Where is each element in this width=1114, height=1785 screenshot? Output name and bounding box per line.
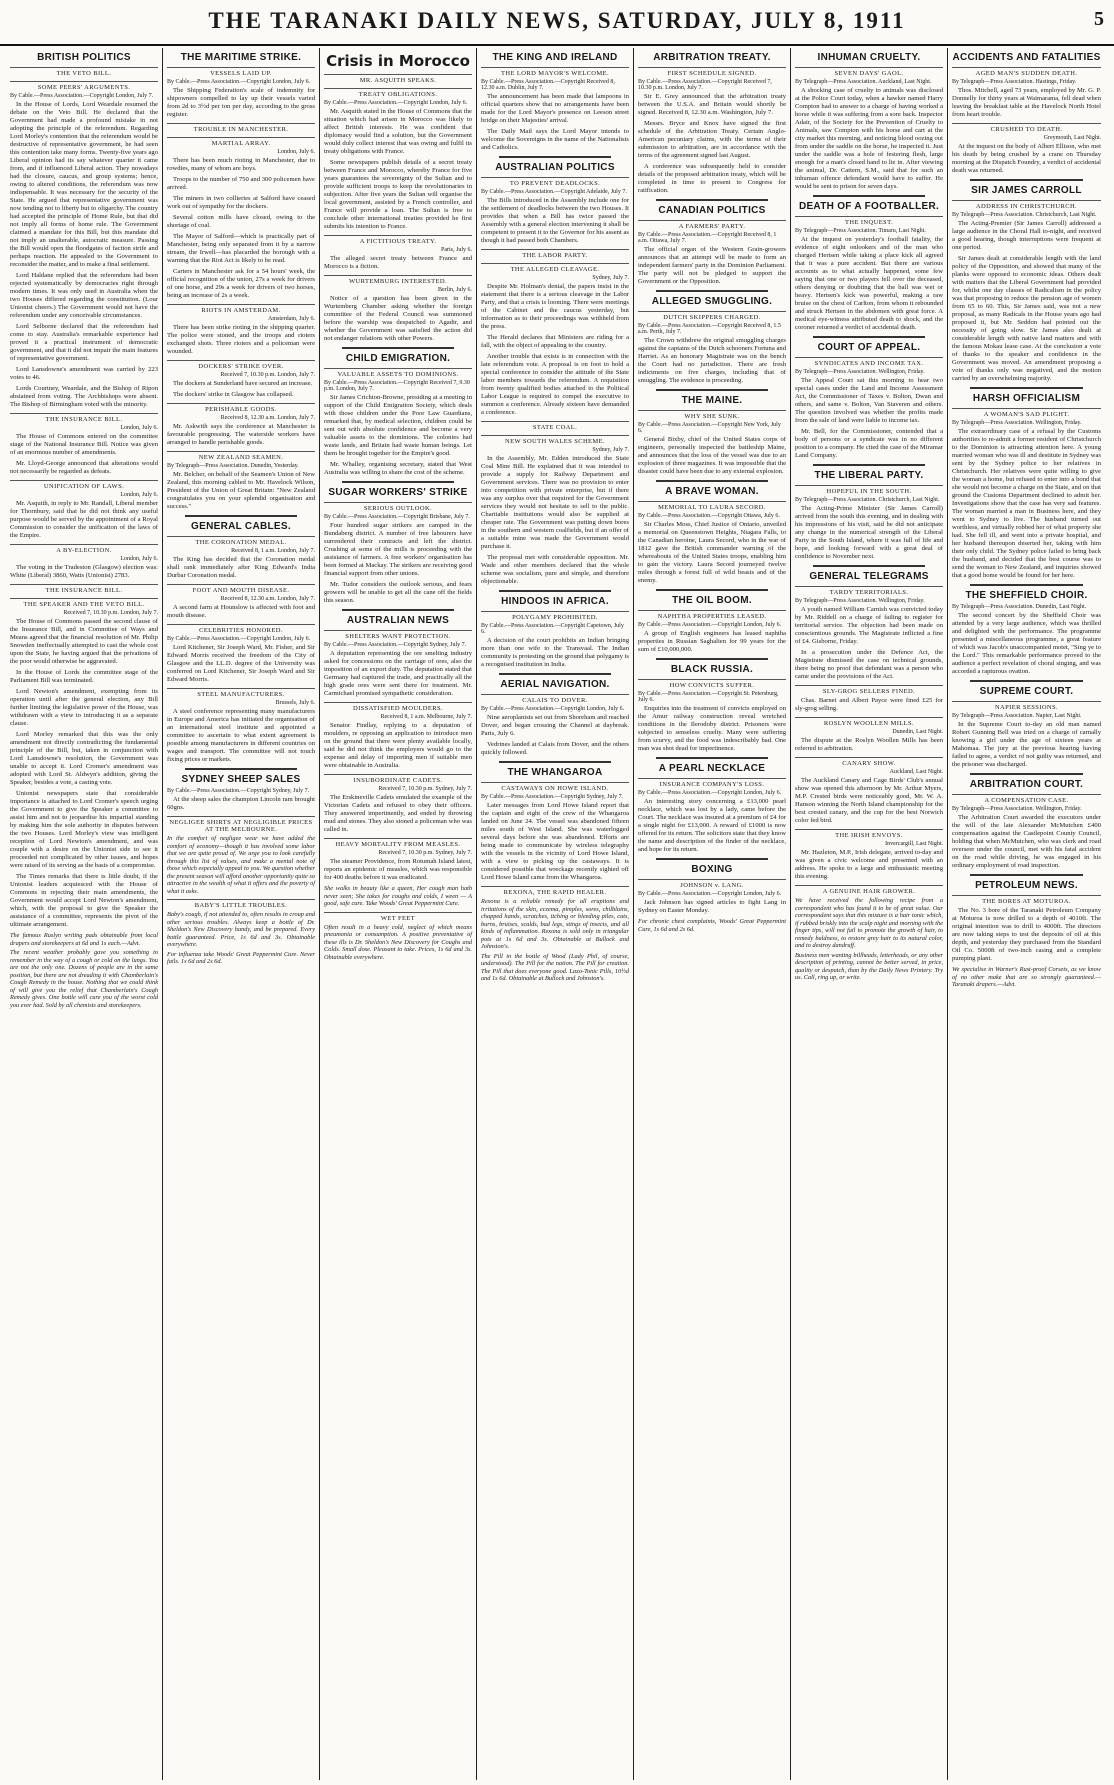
dateline: Dunedin, Last Night. <box>892 729 943 735</box>
byline: By Cable.—Press Association.—Copyright London, July 6. <box>167 636 311 642</box>
byline: By Telegraph—Press Association. Napier, Last Night. <box>952 713 1082 719</box>
subheading: THE BORES AT MOTUROA. <box>952 895 1101 905</box>
section-rule <box>656 589 768 591</box>
byline: By Telegraph—Press Association. Dunedin, Yesterday. <box>167 463 299 469</box>
subheading: CRUSHED TO DEATH. <box>952 123 1101 133</box>
article-paragraph: The King has decided that the Coronation medal shall rank immediately after King Edward's India Durbar Coronation medal. <box>167 556 315 579</box>
section-headline: ALLEGED SMUGGLING. <box>651 296 773 307</box>
subheading: SOME PEERS' ARGUMENTS. <box>10 81 158 91</box>
column-1 <box>6 48 163 1780</box>
subheading: HEAVY MORTALITY FROM MEASLES. <box>324 838 472 848</box>
byline: By Cable.—Press Association.—Copyright Received 7, 10.30 p.m. London, July 7. <box>638 79 772 91</box>
article-paragraph: Mr. Bell, for the Commissioner, contended that a body of persons or a syndicate was in no different position to a company. He cited the case of the Miramar Land Company. <box>795 428 943 459</box>
article-paragraph: In a prosecution under the Defence Act, the Magistrate dismissed the case on technical grounds, there being no proof that defendant was a person who came under the provisions of the Act. <box>795 649 943 680</box>
subheading: DOCKERS' STRIKE OVER. <box>167 360 315 370</box>
section-rule <box>499 590 611 592</box>
section-rule <box>185 768 297 770</box>
article-paragraph: The steamer Providence, from Rotumah Island latest, reports an epidemic of measles, which was responsible for 400 deaths before it was eradicated. <box>324 858 472 881</box>
subheading: THE ALLEGED CLEAVAGE. <box>481 263 629 273</box>
advertisement: For influenza take Woods' Great Peppermint Cure. Never fails. 1s 6d and 2s 6d. <box>167 950 315 965</box>
article-paragraph: The Auckland Canary and Cage Birds' Club's annual show was opened this afternoon by Mr. Arthur Myers, M.P. Crested birds were noticeably good, Mr. W. A. Hanson winning the North Island championship for the best crested canary, and the cup for the best Norwich color fed bird. <box>795 777 943 824</box>
subheading: INSURANCE COMPANY'S LOSS. <box>638 778 786 788</box>
section-rule <box>656 757 768 759</box>
advertisement: Business men wanting billheads, letterheads, or any other description of printing, cannot be better served, in price, quality or despatch, than by the Daily News Printery. Try us. Call, ring up, or write. <box>795 951 943 981</box>
section-rule <box>970 874 1083 876</box>
article-paragraph: There has been strike rioting in the shipping quarter. The police were stoned, and the troops and rioters exchanged shots. Three rioters and a policeman were wounded. <box>167 324 315 355</box>
article-paragraph: The dockers at Sunderland have secured an increase. <box>173 380 313 387</box>
article-paragraph: Four hundred sugar strikers are camped in the Bundaberg district. A number of free labourers have surrendered their contracts and left the district. Crushing at some of the mills is proceeding with the assistance of farmers. A free workers' organisation has been formed at Mackay. The strikers are receiving good financial support from other unions. <box>324 522 472 577</box>
advertisement: She walks in beauty like a queen, Her cough man hath never seen; She takes for coughs and colds, I ween — A good, safe cure. Take Woods' Great Peppermint Cure. <box>324 885 472 907</box>
section-headline: ACCIDENTS AND FATALITIES <box>952 52 1101 63</box>
subheading: NAPIER SESSIONS. <box>952 701 1101 711</box>
article-paragraph: In the House of Lords, Lord Weardale resumed the debate on the Veto Bill. He declared that the Government had made a profound mistake in not adopting the principle of the referendum. Regarding Lord Morley's contention that the referendum would be destructive of representative government, he had seen this contention take many forms. Twenty-five years ago Liberal opinion had its say whatever quarter it came from, and if influenced Liberal action. They nowadays had the closure, caucus, and group systems; hence, owing to altered conditions, the referendum was now indispensable. It was necessary for the security of the State. He argued that representative government was now tending not to liberty but to oligarchy. The country had accepted the principle of Home Rule, but that did not imply all forms of home rule. The Government claimed a mandate for this Bill, but this mandate did not imply an unalterable, autocratic measure. Passing the Bill would open the floodgates of faction strife and perhaps reaction. He appealed to the Government to reconsider the matter, and to make a final settlement. <box>10 101 158 268</box>
advertisement: The famous Ruslyn writing pads obtainable from local drapers and storekeepers at 6d and 1s each.—Advt. <box>10 932 158 947</box>
subheading: A FICTITIOUS TREATY. <box>324 235 472 245</box>
article-paragraph: Mr. Lloyd-George announced that alterations would not necessarily be regarded as defeats. <box>10 460 158 475</box>
article-paragraph: The Crown withdrew the original smuggling charges against the captains of the Dutch schooners Fortuna and Harriet. As an honorary Magistrate was on the bench the Court had no jurisdiction. There are fresh indictments on five charges, including that of smuggling. The evidence is proceeding. <box>638 337 786 384</box>
dateline: Received 7, 10.30 p.m. London, July 7. <box>63 610 158 616</box>
article-paragraph: Nine aeroplanists set out from Shoreham and reached Dover, and began crossing the Channel at daybreak. Paris, July 6. <box>481 714 629 737</box>
section-headline: THE LIBERAL PARTY. <box>814 470 924 481</box>
section-headline: SIR JAMES CARROLL <box>971 185 1082 196</box>
byline: By Cable.—Press Association.—Copyright London, July 6. <box>324 100 468 106</box>
subheading: A FARMERS' PARTY. <box>638 220 786 230</box>
dateline: Received 7, 10.30 p.m. Sydney, July 7. <box>378 850 472 856</box>
article-paragraph: At the inquest on yesterday's football fatality, the evidence of eight onlookers and of the man who charged Hertsen while taking a place kick all agreed that it was a pure accident. But there are various accounts as to what actually happened, some few saying that one or two players fell over the deceased, others denying or doubting that the ball was wet or heavy. Hertsen's kick was powerful, making a raw bruise on the chest of Carlton, from whom it rebounded and struck Hertsen in the abdomen with great force. A medical eye-witness attributed death to shock, and the coroner returned a verdict of accidental death. <box>795 236 943 331</box>
article-paragraph: General Bixby, chief of the United States corps of engineers, personally inspected the battleship Maine, and announces that the loss of the vessel was due to an explosion of three magazines. It was impossible that the disaster could have been due to any external explosion. <box>638 436 786 475</box>
article-paragraph: The Herald declares that Ministers are riding for a fall, with the object of appealing to the country. <box>481 334 629 349</box>
masthead <box>0 0 1114 46</box>
subheading: MARTIAL ARRAY. <box>167 137 315 147</box>
section-headline: SUPREME COURT. <box>979 686 1074 697</box>
article-paragraph: The Shipping Federation's scale of indemnity for shipowners compelled to lay up their vessels varied from 2d to 3½d per ton per day, according to the gross register. <box>167 87 315 118</box>
subheading: TREATY OBLIGATIONS. <box>324 88 472 98</box>
byline: By Cable.—Press Association.—Copyright London, July 7. <box>10 93 154 99</box>
article-paragraph: The miners in two collieries at Salford have ceased work out of sympathy for the dockers. <box>167 195 315 210</box>
article-paragraph: Sir James dealt at considerable length with the land policy of the Opposition, and showed that many of the planks were opposed to economic ideas. Others dealt with matters that the Liberal Government had provided for, whilst one day classes of Radicalism in the policy was that proposing to reduce the pension age of women from 65 to 60. This, Sir James said, was not a new proposal, as many Radicals in the House years ago had proposed it, but Mr. Seddon had pointed out the necessity of going slow. Sir James also dealt at considerable length with native land matters and with the famous Mokau lease case. At the conclusion a vote of thanks to the speaker and confidence in the Government was moved. An amendment proposing a vote of thanks only was negatived, and the motion carried by an overwhelming majority. <box>952 255 1101 382</box>
subheading: A GENUINE HAIR GROWER. <box>795 885 943 895</box>
article-paragraph: The second concert by the Sheffield Choir was attended by a very large audience, which was thrilled and delighted with the performance. The programme presented a miscellaneous programme, a great feature of which was Jacob's unaccompanied motet, "Sing ye to the Lord." This remarkable performance proved to the audience a perfect revelation of choral singing, and was accorded a rapturous ovation. <box>952 612 1101 675</box>
byline: By Cable.—Press Association.—Copyright Ottawa, July 6. <box>638 513 780 519</box>
page-number: 5 <box>1094 8 1104 30</box>
article-paragraph: There has been much rioting in Manchester, due to rowdies, many of whom are boys. <box>167 157 315 172</box>
subheading: CALAIS TO DOVER. <box>481 694 629 704</box>
byline: By Cable.—Press Association.—Copyright London, July 6. <box>638 891 782 897</box>
article-paragraph: Lord Newton's amendment, exempting from its operation until after the general election, any Bill further limiting the legislative power of the House, was withdrawn with a view to introducing it as a separate clause. <box>10 688 158 727</box>
dateline: Invercargill, Last Night. <box>885 841 943 847</box>
byline: By Cable.—Press Association.—Copyright Received 8, 1.5 a.m. Perth, July 7. <box>638 323 781 335</box>
article-paragraph: Notice of a question has been given in the Wurtemberg Chamber asking whether the foreign committee of the Federal Council was summoned before the warship was despatched to Agadir, and whether the Government was satisfied the action did not endanger relations with other Powers. <box>324 295 472 342</box>
advertisement: Rexona is a reliable remedy for all eruptions and irritations of the skin, eczema, pimples, sores, chilblains, chapped hands, scratches, itching or bleeding piles, cuts, burns, bruises, scalds, bad legs, stings of insects, and all kinds of inflammation. Rexona is sold only in triangular pots at 1s 6d and 3s. Obtainable at Bullock and Johnston's. <box>481 898 629 950</box>
subheading: TROUBLE IN MANCHESTER. <box>167 123 315 133</box>
column-7 <box>948 48 1105 1780</box>
dateline: Received 7, 10.30 p.m. Sydney, July 7. <box>378 786 472 792</box>
article-paragraph: Lord Kitchener, Sir Joseph Ward, Mr. Fisher, and Sir Edward Morris received the freedom of the City of Glasgow and the LL.D. degree of the University was conferred on Lord Kitchener, Sir Joseph Ward and Sir Edward Morris. <box>167 644 315 683</box>
subheading: WURTEMBURG INTERESTED. <box>324 275 472 285</box>
section-headline: CHILD EMIGRATION. <box>345 353 451 364</box>
section-headline: COURT OF APPEAL. <box>817 342 921 353</box>
article-paragraph: The extraordinary case of a refusal by the Customs authorities to re-admit a former resident of Christchurch to the Dominion is attracting attention here. A young married woman who was ill and destitute in Sydney was sent by the Sydney police to her relatives in Christchurch. Her relatives were quite willing to give the woman a home, but refused to enter into a bond that she would not become a charge on the State, and on that ground the Customs Department declined to admit her. Investigations show that the case has very sad features. The woman married a man in Business here, and they went to Sydney to live. The husband turned out worthless, and virtually robbed her of what property she had. She fell ill, and went into a private hospital, and her husband thereupon deserted her, taking with him their only child. The Sydney police failed to bring back the husband, and decided that the best course was to send the woman to New Zealand, and inquiries showed that a good home would be found for her here. <box>952 428 1101 579</box>
article-paragraph: Lords Courtney, Weardale, and the Bishop of Ripon abstained from voting. The Archbishops were absent. The Bishop of Birmingham voted with the minority. <box>10 385 158 408</box>
newspaper-title: THE TARANAKI DAILY NEWS, SATURDAY, JULY 8, 1911 <box>208 8 906 33</box>
section-headline: HARSH OFFICIALISM <box>972 393 1081 404</box>
article-paragraph: Senator Findlay, replying to a deputation of moulders, re opposing an application to introduce men on the ground that there were plenty available locally, said he did not think the employers would go to the expense and delay of importing men if suitable men were obtainable in Australia. <box>324 722 472 769</box>
byline: By Cable.—Press Association.—Copyright London, July 6. <box>481 706 625 712</box>
article-paragraph: The alleged secret treaty between France and Morocco is a fiction. <box>324 255 472 270</box>
subheading: UNIFICATION OF LAWS. <box>10 480 158 490</box>
section-headline: Crisis in Morocco <box>326 52 470 70</box>
section-rule <box>656 290 768 292</box>
section-headline: AERIAL NAVIGATION. <box>500 679 610 690</box>
byline: By Cable.—Press Association.—Copyright Brisbane, July 7. <box>324 514 470 520</box>
section-headline: HINDOOS IN AFRICA. <box>501 596 609 607</box>
section-rule <box>656 658 768 660</box>
article-paragraph: Mr. Whalley, organising secretary, stated that West Australia was willing to share the cost of the scheme. <box>324 461 472 476</box>
subheading: SHELTERS WANT PROTECTION. <box>324 630 472 640</box>
article-paragraph: Sir Charles Moss, Chief Justice of Ontario, unveiled a memorial on Queenstown Heights, Niagara Falls, to the Canadian heroine, Laura Secord, who in the war of 1812 gave the British commander warning of the whereabouts of the United States troops, enabling him to gain the victory. Laura Secord journeyed twelve miles through a forest full of wild beasts and of the enemy. <box>638 521 786 584</box>
article-paragraph: At the sheep sales the champion Lincoln ram brought 60gns. <box>167 796 315 811</box>
article-paragraph: Thos. Mitchell, aged 73 years, employed by Mr. G. P. Donnelly for thirty years at Waimarama, fell dead when leaving the breakfast table at the Havelock North Hotel from heart trouble. <box>952 87 1101 118</box>
dateline: Received 8, 12.30 a.m. London, July 7. <box>220 415 315 421</box>
section-headline: SYDNEY SHEEP SALES <box>181 774 301 785</box>
byline: By Cable.—Press Association.—Copyright Sydney, July 7. <box>167 788 310 794</box>
article-paragraph: In the Supreme Court to-day an old man named Robert Gunning Bell was tried on a charge of carnally knowing a girl under the age of sixteen years at Mahomaa. The jury at the previous hearing having failed to agree, a verdict of not guilty was returned, and the prisoner was discharged. <box>952 721 1101 768</box>
section-headline: DEATH OF A FOOTBALLER. <box>798 201 940 212</box>
dateline: Sydney, July 7. <box>592 447 629 453</box>
section-headline: A PEARL NECKLACE <box>658 763 766 774</box>
article-paragraph: A conference was subsequently held to consider details of the proposed arbitration treaty, which will be completed in time to present to Congress for ratification. <box>638 163 786 194</box>
section-rule <box>813 336 925 338</box>
section-headline: AUSTRALIAN POLITICS <box>495 162 615 173</box>
section-headline: ARBITRATION TREATY. <box>653 52 771 63</box>
subheading: THE INQUEST. <box>795 216 943 226</box>
subheading: THE VETO BILL. <box>10 67 158 77</box>
subheading: NAPHTHA PROPERTIES LEASED. <box>638 610 786 620</box>
article-paragraph: Enquiries into the treatment of convicts employed on the Amur railway construction reveal wretched conditions in the Ilerodoby district. Prisoners were subjected to senseless cruelty. Many were suffering from scurvy, and the food was indescribably bad. One man was shot dead for impertinence. <box>638 705 786 752</box>
section-rule <box>499 156 611 158</box>
advertisement: The Pill in the bottle of Wood (Lady Phil, of course, understood). The Pill for the nation. The Pill for creation. The Pill that does everyone good. Laxo-Tonic Pills, 10½d and 1s 6d. Obtainable at Bullock and Johnston's. <box>481 952 629 982</box>
dateline: Amsterdam, July 6. <box>268 316 315 322</box>
subheading: SYNDICATES AND INCOME TAX. <box>795 357 943 367</box>
dateline: Sydney, July 7. <box>592 275 629 281</box>
section-headline: GENERAL CABLES. <box>191 521 291 532</box>
article-paragraph: Mr. Askwith says the conference at Manchester is favourable progressing. The waterside workers have arranged to handle perishable goods. <box>167 423 315 446</box>
advertisement: In the comfort of negligee wear we have added the comfort of economy—though it has involved some labor that we are quite proud of. We urge you to look carefully through this list of values, and make a mental note of those which especially appeal to you. We question whether the present season will afford another opportunity quite so attractive in the wealth of what it offers and the poverty of what it asks. <box>167 835 315 895</box>
article-paragraph: Mr. Hazleton, M.P., Irish delegate, arrived to-day and was given a civic welcome and presented with an address. He spoke to a large and enthusiastic meeting this evening. <box>795 849 943 880</box>
section-rule <box>656 858 768 860</box>
byline: By Telegraph—Press Association. Auckland, Last Night. <box>795 79 932 85</box>
subheading: THE CORONATION MEDAL. <box>167 536 315 546</box>
subheading: THE LORD MAYOR'S WELCOME. <box>481 67 629 77</box>
column-2 <box>163 48 320 1780</box>
subheading: RIOTS IN AMSTERDAM. <box>167 304 315 314</box>
byline: By Cable.—Press Association.—Copyright Received 7, 9.30 p.m. London, July 7. <box>324 380 470 392</box>
byline: By Cable.—Press Association.—Copyright London, July 6. <box>167 79 311 85</box>
dateline: London, July 6. <box>120 556 158 562</box>
subheading: HOPEFUL IN THE SOUTH. <box>795 485 943 495</box>
section-headline: THE OIL BOOM. <box>672 595 752 606</box>
dateline: Auckland, Last Night. <box>889 769 943 775</box>
byline: By Cable.—Press Association.—Copyright Received 8, 12.30 a.m. Dublin, July 7. <box>481 79 615 91</box>
article-paragraph: A shocking case of cruelty to animals was disclosed at the Police Court today, when a hawker named Harry Compton had to answer to a charge of having worked a horse while it was suffering from a sore back. Inspector Adair, of the Society for the Prevention of Cruelty to Animals, saw Compton with his horse and cart at the city market this morning, and noticing blood oozing out from under the saddle on the horse, he inspected it. Just under the saddle was a hole of festering flesh, large enough for a man's closed hand to lie in. After viewing the animal, Dr. Cattern, S.M., said that for such an inhuman offence defendant would have to suffer. He would be sent to prison for seven days. <box>795 87 943 190</box>
dateline: Greymouth, Last Night. <box>1043 135 1101 141</box>
section-headline: THE MARITIME STRIKE. <box>180 52 302 63</box>
section-headline: GENERAL TELEGRAMS <box>809 571 929 582</box>
byline: By Cable.—Press Association.—Copyright New York, July 6. <box>638 422 781 434</box>
subheading: A BY-ELECTION. <box>10 544 158 554</box>
article-paragraph: The No. 3 bore of the Taranaki Petroleum Company at Moturoa is now drilled to a depth of 4010ft. The original intention was to drill to 4000ft. The directors are now taking steps to test the deposits of oil at this depth, and yesterday they purchased from the Standard Oil Co. 5000ft of two-inch casing and a complete pumping plant. <box>952 907 1101 962</box>
section-rule <box>970 584 1083 586</box>
subheading: WET FEET <box>324 912 472 922</box>
section-headline: SUGAR WORKERS' STRIKE <box>328 487 468 498</box>
section-headline: BLACK RUSSIA. <box>670 664 754 675</box>
subheading: THE INSURANCE BILL. <box>10 413 158 423</box>
section-rule <box>342 481 454 483</box>
article-paragraph: A steel conference representing many manufacturers in Europe and America has initiated the organisation of an international steel institute and appointed a committee to ascertain to what extent agreement is possible among manufacturers in different countries on wages and transport. The committee will not touch fixing prices or markets. <box>167 708 315 763</box>
section-rule <box>499 761 611 763</box>
section-headline: THE WHANGAROA <box>507 767 603 778</box>
subheading: BABY'S LITTLE TROUBLES. <box>167 899 315 909</box>
article-paragraph: A decision of the court prohibits an Indian bringing more than one wife to the Transvaal. The Indian community is protesting on the ground that polygamy is a recognised institution in India. <box>481 637 629 668</box>
section-rule <box>656 389 768 391</box>
subheading: THE IRISH ENVOYS. <box>795 829 943 839</box>
article-paragraph: Messrs. Bryce and Knox have signed the first schedule of the Arbitration Treaty. Certain Anglo-American pecuniary claims, with the terms of their submission to arbitration, are in accordance with the terms of the agreement signed last August. <box>638 120 786 159</box>
article-paragraph: Vedrines landed at Calais from Dover, and the others quickly followed. <box>481 741 629 756</box>
dateline: Berlin, July 6. <box>438 287 472 293</box>
subheading: MR. ASQUITH SPEAKS. <box>324 74 472 84</box>
section-rule <box>813 195 925 197</box>
subheading: FIRST SCHEDULE SIGNED. <box>638 67 786 77</box>
column-5 <box>634 48 791 1780</box>
section-headline: BOXING <box>691 864 733 875</box>
article-paragraph: Another trouble that exists is in connection with the late referendum vote. A proposal is on foot to hold a special conference to consider the attitude of the State labor members towards the referendum. A requisition from twenty qualified bodies attached to the Political Labor League is required to compel the executive to summon a conference. Already sixteen have demanded a conference. <box>481 353 629 416</box>
subheading: AGED MAN'S SUDDEN DEATH. <box>952 67 1101 77</box>
byline: By Telegraph—Press Association. Wellington, Friday. <box>795 369 925 375</box>
subheading: MEMORIAL TO LAURA SECORD. <box>638 501 786 511</box>
article-paragraph: Some newspapers publish details of a secret treaty between France and Morocco, whereby France for five years guarantees the sovereignty of the Sultan and to provide sufficient troops to keep the revolutionaries in subjection. After five years the Sultan will organise the local government, assisted by a French controller, and France will provide a loan. The Sultan is free to conclude other international treaties provided he first submits his intention to France. <box>324 159 472 230</box>
subheading: STEEL MANUFACTURERS. <box>167 688 315 698</box>
subheading: THE LABOR PARTY. <box>481 249 629 259</box>
subheading: FOOT AND MOUTH DISEASE. <box>167 584 315 594</box>
article-paragraph: In the House of Lords the committee stage of the Parliament Bill was terminated. <box>10 669 158 684</box>
article-paragraph: Jack Johnson has signed articles to fight Lang in Sydney on Easter Monday. <box>638 899 786 914</box>
article-paragraph: The Times remarks that there is little doubt, if the Unionist leaders acquiesced with the House of Commons in rejecting their main amendments, the Government would accept Lord Newton's amendment, which, with the proposal to give the Speaker the assistance of a committee, represents the pivot of the ultimate arrangement. <box>10 873 158 928</box>
dateline: Received 7, 10.30 p.m. London, July 7. <box>220 372 315 378</box>
advertisement: For chronic chest complaints, Woods' Great Peppermint Cure, 1s 6d and 2s 6d. <box>638 918 786 933</box>
article-paragraph: Lord Haldane replied that the referendum had been rejected systematically by democracies right through modern times. It was only used in Australia when the two Houses differed regarding the constitution. (Lour Unionist cheers.) The Government would not have the referendum under any conceivable circumstances. <box>10 272 158 319</box>
article-paragraph: The dockers' strike in Glasgow has collapsed. <box>173 391 294 398</box>
byline: By Telegraph—Press Association. Timaru, Last Night. <box>795 228 926 234</box>
article-paragraph: The Bills introduced in the Assembly include one for the settlement of deadlocks between the two Houses. It provides that when a Bill has twice passed the Assembly with a general election intervening it shall be competent to present it to the Governor for his assent as though it had passed both Chambers. <box>481 197 629 244</box>
article-paragraph: An interesting story concerning a £13,000 pearl necklace, which was lost by a lady, came before the Court. The necklace was insured at a premium of £4 for a single night for £13,000. A reward of £1000 is now offered for its return. The solicitors state that they know the name and description of the finder of the necklace, and hope for its return. <box>638 798 786 853</box>
dateline: Received 8, 1 a.m. London, July 7. <box>231 548 315 554</box>
article-paragraph: Sir E. Grey announced that the arbitration treaty between the U.S.A. and Britain would shortly be signed. Received 8, 12.30 a.m. Washington, July 7. <box>638 93 786 116</box>
section-rule <box>185 515 297 517</box>
article-paragraph: Several cotton mills have closed, owing to the shortage of coal. <box>167 214 315 229</box>
byline: By Telegraph—Press Association. Christchurch, Last Night. <box>952 212 1097 218</box>
article-paragraph: The Mayor of Salford—which is practically part of Manchester, being only separated from it by a narrow stream, the Irwell—has placarded the borough with a warning that the Riot Act is likely to be read. <box>167 233 315 264</box>
column-6 <box>791 48 948 1780</box>
article-paragraph: Lord Morley remarked that this was the only amendment not directly contradicting the fundamental principle of the Bill, but, taken in conjunction with Lord Lansdowne's resolution, the Government was unable to accept it. Lord Cromer's amendment was adopted with Lord St. Aldwyn's addition, giving the Speaker, besides a vote, a casting vote. <box>10 731 158 786</box>
newspaper-columns <box>6 48 1108 1780</box>
subheading: INSUBORDINATE CADETS. <box>324 774 472 784</box>
article-paragraph: The announcement has been made that lampoons in official quarters show that no arrangements have been made for the Lord Mayor's presence on Leeson street bridge on their Majesties' arrival. <box>481 93 629 124</box>
dateline: Received 8, 1 a.m. Melbourne, July 7. <box>380 714 472 720</box>
article-paragraph: Lord Lansdowne's amendment was carried by 223 votes to 46. <box>10 366 158 381</box>
advertisement: The recent weather probably gave you something to remember in the way of a cough or cold on the lungs. You are not the only one. Dozens of people are in the same position, but there are not dreading it with Chamberlain's Cough Remedy in the house. Nothing that we could think of will give you the relief that Chamberlain's Cough Remedy gives. One bottle will cure you of the worst cold you ever had. Sold by all chemists and storekeepers. <box>10 949 158 1009</box>
dateline: London, July 6. <box>277 149 315 155</box>
byline: By Telegraph—Press Association. Christchurch, Last Night. <box>795 497 940 503</box>
column-3 <box>320 48 477 1780</box>
article-paragraph: The Appeal Court sat this morning to hear two special cases under the Land and Income Assessment Act, the Commissioner of Taxes v. Bolton, Dwan and others, and same v. Bolton, Van Staveren and others. The question involved was whether the profits made from the sale of land were liable to income tax. <box>795 377 943 424</box>
article-paragraph: Later messages from Lord Howe Island report that the captain and eight of the crew of the Whangaroa landed on June 24. The vessel was abandoned fifteen miles south of West Island. She was waterlogged several days before she was abandoned. Efforts are being made to communicate by wireless telegraphy with the vessels in the vicinity of Lord Howe Island, with a view to picking up the castaways. It is considered possible that wreckage recently sighted off Lord Howe Island came from the Whangaroa. <box>481 802 629 881</box>
article-paragraph: Sir James Crichton-Browne, presiding at a meeting in support of the Child Emigration Society, which deals with those children under the Poor Law Guardians, remarked that, by medical selection, children could be sent out with absolute confidence and become a very valuable assets to the dominions. The colonies had waste lands, and Britain had waste human beings. Let them be brought together for the Empire's good. <box>324 394 472 457</box>
subheading: THE INSURANCE BILL. <box>10 584 158 594</box>
subheading: TARDY TERRITORIALS. <box>795 586 943 596</box>
byline: By Telegraph—Press Association. Wellington, Friday. <box>952 420 1082 426</box>
article-paragraph: A deputation representing the ore smelting industry asked for concessions on the carriage of ores, also the imposition of an export duty. The deputation stated that Germany had captured the trade, and practically all the high grade ores were sent there for treatment. Mr. Carmichael promised sympathetic consideration. <box>324 650 472 697</box>
article-paragraph: In the Assembly, Mr. Edden introduced the State Coal Mine Bill. He explained that it was intended to provide a supply for Railway Department and Government services. There was no provision to enter into competition with private enterprise, but if there was any surplus over that required for the Government services they would not hesitate to sell to the public. Charitable institutions would also be supplied at cheaper rate. The Government was putting down bores in the southern and western coalfields, but if an offer of a suitable mine was made the Government would purchase it. <box>481 455 629 550</box>
subheading: VALUABLE ASSETS TO DOMINIONS. <box>324 368 472 378</box>
dateline: Received 8, 12.30 a.m. London, July 7. <box>220 596 315 602</box>
section-rule <box>970 387 1083 389</box>
dateline: Paris, July 6. <box>440 247 472 253</box>
byline: By Cable.—Press Association.—Copyright London, July 6. <box>638 622 782 628</box>
article-paragraph: The official organ of the Western Grain-growers announces that an attempt will be made to form an independent farmers' party in the Dominion Parliament. The party will not be pledged to support the Government or the Opposition. <box>638 246 786 285</box>
subheading: SEVEN DAYS' GAOL. <box>795 67 943 77</box>
subheading: NEW SOUTH WALES SCHEME. <box>481 435 629 445</box>
byline: By Cable.—Press Association.—Copyright Received 8, 1 a.m. Ottawa, July 7. <box>638 232 777 244</box>
section-headline: PETROLEUM NEWS. <box>975 880 1078 891</box>
section-rule <box>813 565 925 567</box>
advertisement: We specialise in Warner's Rust-proof Corsets, as we know of no other make that are so strongly guaranteed.—Taranaki drapers.—Advt. <box>952 966 1101 988</box>
article-paragraph: Unionist newspapers state that considerable importance is attached to Lord Cromer's speech urging the Government to give the Speaker a committee to assist him and not to jeopardise his impartial standing by making him the sole authority in disputes between the two Houses. Lord Morley's view was intelligent reception of Lord Newton's amendment, and was couple with a desire on the Unionist side to see it proceeded not complicated by other issues, and hopes were raised of its serving as the basis of a compromise. <box>10 790 158 869</box>
subheading: CELEBRITIES HONORED. <box>167 624 315 634</box>
article-paragraph: Mr. Belcher, on behalf of the Seamen's Union of New Zealand, this morning cabled to Mr. Havelock Wilson, President of the Union of Great Britain: "New Zealand congratulates you on your splendid organisation and success." <box>167 471 315 510</box>
article-paragraph: Lord Selborne declared that the referendum had come to stay. Australia's remarkable experience had proved it a practical instrument of democratic government, and that it did not impair the main features of representative government. <box>10 323 158 362</box>
subheading: THE SPEAKER AND THE VETO BILL. <box>10 598 158 608</box>
article-paragraph: Carters in Manchester ask for a 54 hours' week, the official recognition of the union, 27s a week for drivers of one horse, and 29s a week for drivers of two horses, being an increase of 2s a week. <box>167 268 315 299</box>
article-paragraph: The voting in the Tradeston (Glasgow) election was: White (Liberal) 3860, Watts (Unionist) 2783. <box>10 564 158 579</box>
subheading: NEW ZEALAND SEAMEN. <box>167 451 315 461</box>
article-paragraph: The Daily Mail says the Lord Mayor intends to welcome the Sovereigns in the name of the Nationalists and Catholics. <box>481 128 629 151</box>
section-rule <box>342 609 454 611</box>
section-rule <box>499 673 611 675</box>
article-paragraph: The House of Commons entered on the committee stage of the National Insurance Bill. Notice was given of an enormous number of amendments. <box>10 433 158 456</box>
article-paragraph: The Acting-Prime Minister (Sir James Carroll) arrived from the south this evening, and in dealing with his impressions of his visit, said he did not anticipate any change in the numerical strength of the Liberal Party in the South Island, where it was full of life and hope, and looking forward with a great deal of confidence to November next. <box>795 505 943 560</box>
section-headline: THE KING AND IRELAND <box>492 52 618 63</box>
dateline: London, July 6. <box>120 492 158 498</box>
article-paragraph: Chas. Barnet and Albert Payce were fined £25 for sly-grog selling. <box>795 697 943 712</box>
subheading: A COMPENSATION CASE. <box>952 794 1101 804</box>
subheading: PERISHABLE GOODS. <box>167 403 315 413</box>
byline: By Cable.—Press Association.—Copyright Adelaide, July 7. <box>481 189 627 195</box>
article-paragraph: Despite Mr. Holman's denial, the papers insist in the statement that there is a serious cleavage in the Labor Party, and that a crisis is looming. There were meetings of the Cabinet and the caucus yesterday, but information as to their proceedings was withheld from the press. <box>481 283 629 330</box>
article-paragraph: The dispute at the Roslyn Woollen Mills has been referred to arbitration. <box>795 737 943 752</box>
article-paragraph: A second farm at Hounslow is affected with foot and mouth disease. <box>167 604 315 619</box>
article-paragraph: The Erskineville Cadets emulated the example of the Victorian Cadets and refused to obey their officers. They answered impertinently, and ended by throwing mud and stones. They also stoned a policeman who was called in. <box>324 794 472 833</box>
section-headline: THE SHEFFIELD CHOIR. <box>965 590 1088 601</box>
section-rule <box>970 773 1083 775</box>
section-headline: A BRAVE WOMAN. <box>665 486 759 497</box>
section-rule <box>970 680 1083 682</box>
byline: By Cable.—Press Association.—Copyright St. Petersburg, July 6. <box>638 691 779 703</box>
article-paragraph: The Acting-Premier (Sir James Carroll) addressed a large audience in the Choral Hall to-night, and received a good hearing, though interruptions were frequent at one period. <box>952 220 1101 251</box>
section-rule <box>813 464 925 466</box>
subheading: REXONA, THE RAPID HEALER. <box>481 886 629 896</box>
subheading: DUTCH SKIPPERS CHARGED. <box>638 311 786 321</box>
column-4 <box>477 48 634 1780</box>
subheading: TO PREVENT DEADLOCKS. <box>481 177 629 187</box>
article-paragraph: Mr. Tudor considers the outlook serious, and fears growers will be unable to get all the cane off the fields this season. <box>324 581 472 604</box>
section-rule <box>970 179 1083 181</box>
byline: By Cable.—Press Association.—Copyright London, July 6. <box>638 790 782 796</box>
dateline: Brussels, July 6. <box>275 700 315 706</box>
dateline: London, July 6. <box>120 425 158 431</box>
section-headline: INHUMAN CRUELTY. <box>817 52 921 63</box>
byline: By Telegraph—Press Association. Wellington, Friday. <box>952 806 1082 812</box>
advertisement: We have received the following recipe from a correspondent who has found it to be of great value. Our correspondent says that this mixture is a hair tonic which, if rubbed briskly into the scalp night and morning with the finger tips, will not fail to promote the growth of hair, to remedy baldness, to restore grey hair to its natural color, and to destroy dandruff. <box>795 897 943 949</box>
subheading: CASTAWAYS ON HOWE ISLAND. <box>481 782 629 792</box>
subheading: HOW CONVICTS SUFFER. <box>638 679 786 689</box>
byline: By Cable.—Press Association.—Copyright Capetown, July 6. <box>481 623 624 635</box>
byline: By Telegraph—Press Association. Dunedin, Last Night. <box>952 604 1087 610</box>
article-paragraph: Troops to the number of 750 and 300 policemen have arrived. <box>167 176 315 191</box>
subheading: STATE COAL. <box>481 421 629 431</box>
section-headline: CANADIAN POLITICS <box>658 205 766 216</box>
subheading: NEGLIGEE SHIRTS AT NEGLIGIBLE PRICES AT THE MELBOURNE. <box>167 816 315 833</box>
article-paragraph: Mr. Asquith stated in the House of Commons that the situation which had arisen in Morocco was likely to affect British interests. He was confident that diplomacy would find a solution, but the Government would duly collect interest that was owing and fulfil its treaty obligations with France. <box>324 108 472 155</box>
article-paragraph: A group of English engineers has leased naphtha properties in Russian Saghalien for 99 years for the sum of £10,000,000. <box>638 630 786 653</box>
subheading: SERIOUS OUTLOOK. <box>324 502 472 512</box>
section-rule <box>656 199 768 201</box>
section-rule <box>656 480 768 482</box>
subheading: ROSLYN WOOLLEN MILLS. <box>795 717 943 727</box>
subheading: POLYGAMY PROHIBITED. <box>481 611 629 621</box>
advertisement: Baby's cough, if not attended to, often results in croup and other serious troubles. Always keep a bottle of Dr. Sheldon's New Discovery handy, and be prepared. Every bottle guaranteed. Price, 1s 6d and 3s. Obtainable everywhere. <box>167 911 315 948</box>
article-paragraph: The House of Commons passed the second clause of the Insurance Bill, and in Committee of Ways and Means agreed that the financial resolution of Mr. Philip Snowden ineffectually attempted to cast the whole cost upon the State, he having argued that the privations of the poor would otherwise be aggravated. <box>10 618 158 665</box>
subheading: SLY-GROG SELLERS FINED. <box>795 685 943 695</box>
article-paragraph: Mr. Asquith, in reply to Mr. Randall, Liberal member for Thornbury, said that he did not think any useful purpose would be served by the appointment of a Royal Commission to consider the unification of the laws of the Empire. <box>10 500 158 539</box>
section-headline: BRITISH POLITICS <box>37 52 131 63</box>
subheading: DISSATISFIED MOULDERS. <box>324 702 472 712</box>
subheading: A WOMAN'S SAD PLIGHT. <box>952 408 1101 418</box>
subheading: ADDRESS IN CHRISTCHURCH. <box>952 200 1101 210</box>
advertisement: Often result in a heavy cold, neglect of which means pneumonia or consumption. A positive preventative of these ills is Dr. Sheldon's New Discovery for Coughs and Colds. Small dose. Pleasant to take. Prices, 1s 6d and 3s. Obtainable everywhere. <box>324 923 472 961</box>
subheading: CANARY SHOW. <box>795 757 943 767</box>
article-paragraph: The Arbitration Court awarded the executors under the will of the late Alexander McMutchen £400 compensation against the Castlepoint County Council, holding that when McMutchen, who was clerk and road overseer under the council, met with his fatal accident on the road while driving, he was engaged in his ordinary employment of road inspection. <box>952 814 1101 869</box>
article-paragraph: The proposal met with considerable opposition. Mr. Wade and other members declared that the whole scheme was socialism, pure and simple, and therefore objectionable. <box>481 554 629 585</box>
article-paragraph: At the inquest on the body of Albert Ellison, who met his death by being crushed by a crane on Thursday morning at the Dispatch Foundry, a verdict of accidental death was returned. <box>952 143 1101 174</box>
subheading: JOHNSON v. LANG. <box>638 879 786 889</box>
byline: By Telegraph—Press Association. Wellington, Friday. <box>795 598 925 604</box>
section-headline: ARBITRATION COURT. <box>969 779 1084 790</box>
subheading: VESSELS LAID UP. <box>167 67 315 77</box>
section-rule <box>342 347 454 349</box>
section-headline: THE MAINE. <box>681 395 743 406</box>
byline: By Telegraph—Press Association. Hastings, Friday. <box>952 79 1077 85</box>
article-paragraph: A youth named William Carnish was convicted today by Mr. Riddell on a charge of failing to register for territorial service. The objection had been made on conscientious grounds. The Magistrate inflicted a fine of £4. Gisborne, Friday. <box>795 606 943 645</box>
byline: By Cable.—Press Association.—Copyright Sydney, July 7. <box>324 642 467 648</box>
subheading: WHY SHE SUNK. <box>638 410 786 420</box>
byline: By Cable.—Press Association.—Copyright Sydney, July 7. <box>481 794 624 800</box>
section-headline: AUSTRALIAN NEWS <box>346 615 450 626</box>
